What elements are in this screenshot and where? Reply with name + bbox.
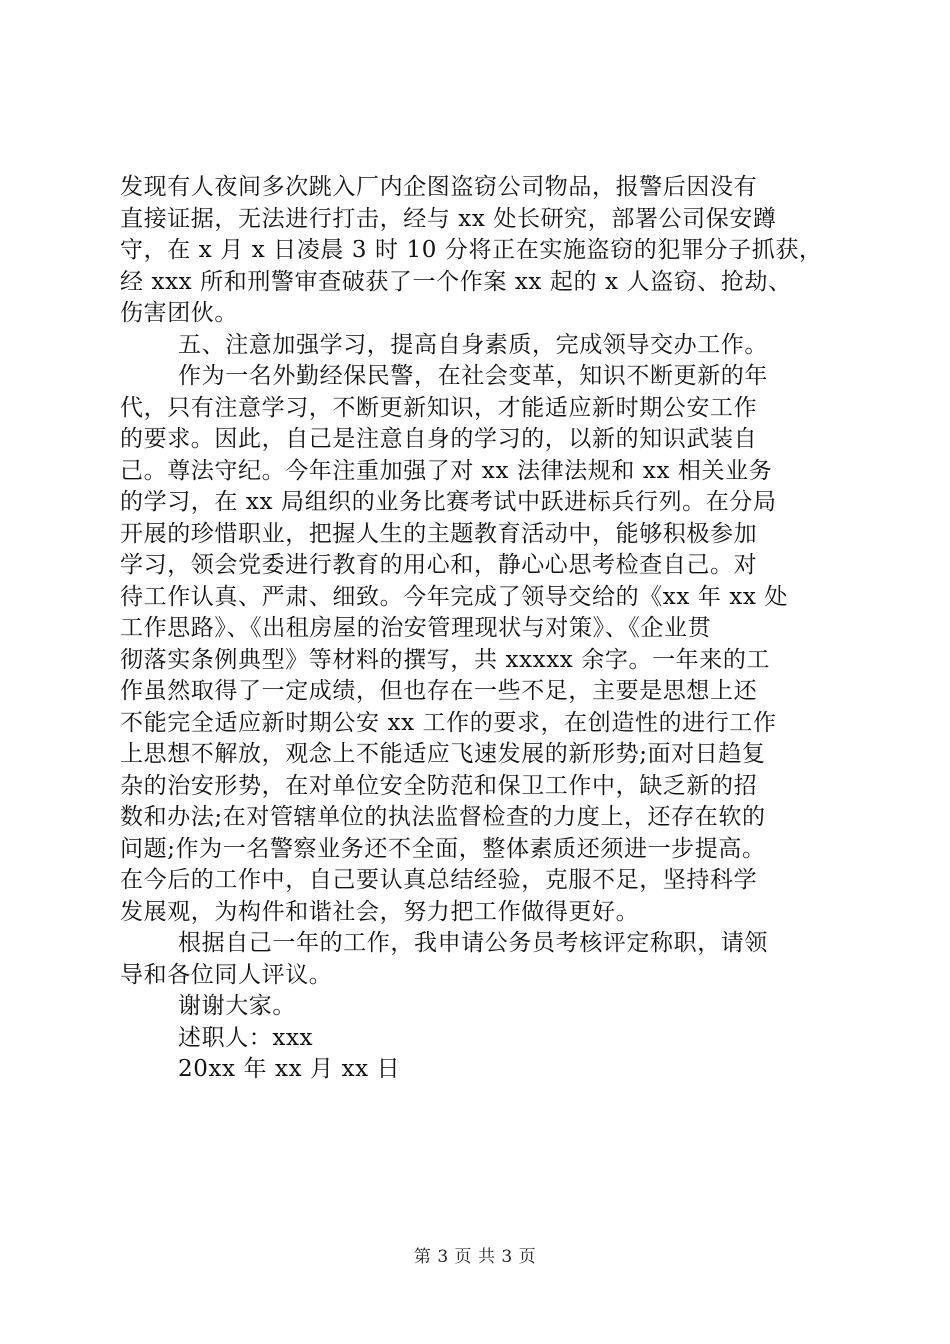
date-line: 20xx 年 xx 月 xx 日 [178,1056,401,1082]
text-line: 在今后的工作中，自己要认真总结经验，克服不足，坚持科学 [120,867,758,893]
text-line: 杂的治安形势，在对单位安全防范和保卫工作中，缺乏新的招 [120,772,758,799]
signature-line: 述职人：xxx [178,1024,314,1051]
text-line: 伤害团伙。 [120,300,238,326]
text-line: 直接证据，无法进行打击，经与 xx 处长研究，部署公司保安蹲 [120,205,777,232]
text-line: 开展的珍惜职业，把握人生的主题教育活动中，能够积极参加 [120,520,758,547]
text-line: 代，只有注意学习，不断更新知识，才能适应新时期公安工作 [120,394,758,421]
section-heading: 五、注意加强学习，提高自身素质，完成领导交办工作。 [178,331,768,358]
text-line: 导和各位同人评议。 [120,961,333,988]
text-line: 数和办法;在对管辖单位的执法监督检查的力度上，还存在软的 [120,804,766,830]
document-body [120,172,836,1086]
text-line: 的要求。因此，自己是注意自身的学习的，以新的知识武装自 [120,426,758,452]
text-line: 的学习，在 xx 局组织的业务比赛考试中跃进标兵行列。在分局 [120,489,777,515]
text-line: 上思想不解放，观念上不能适应飞速发展的新形势;面对日趋复 [120,741,766,767]
text-line: 彻落实条例典型》等材料的撰写，共 xxxxx 余字。一年来的工 [120,646,771,673]
text-line: 作为一名外勤经保民警，在社会变革，知识不断更新的年 [178,363,768,389]
text-line: 发展观，为构件和谐社会，努力把工作做得更好。 [120,898,640,925]
text-line: 作虽然取得了一定成绩，但也存在一些不足，主要是思想上还 [120,678,758,704]
closing-thanks: 谢谢大家。 [178,993,296,1019]
text-line: 发现有人夜间多次跳入厂内企图盗窃公司物品，报警后因没有 [120,174,758,200]
text-line: 问题;作为一名警察业务还不全面，整体素质还须进一步提高。 [120,835,766,862]
page-footer: 第 3 页 共 3 页 [413,1247,537,1267]
text-line: 学习，领会党委进行教育的用心和，静心心思考检查自己。对 [120,552,758,578]
text-line: 守，在 x 月 x 日凌晨 3 时 10 分将正在实施盗窃的犯罪分子抓获， [120,237,823,263]
text-line: 经 xxx 所和刑警审查破获了一个作案 xx 起的 x 人盗窃、抢劫、 [120,268,792,295]
text-line: 工作思路》、《出租房屋的治安管理现状与对策》、《企业贯 [120,615,712,641]
text-line: 根据自己一年的工作，我申请公务员考核评定称职，请领 [178,930,768,956]
text-line: 不能完全适应新时期公安 xx 工作的要求，在创造性的进行工作 [120,709,777,736]
text-line: 待工作认真、严肃、细致。今年完成了领导交给的《xx 年 xx 处 [120,583,789,610]
text-line: 己。尊法守纪。今年注重加强了对 xx 法律法规和 xx 相关业务 [120,457,773,484]
